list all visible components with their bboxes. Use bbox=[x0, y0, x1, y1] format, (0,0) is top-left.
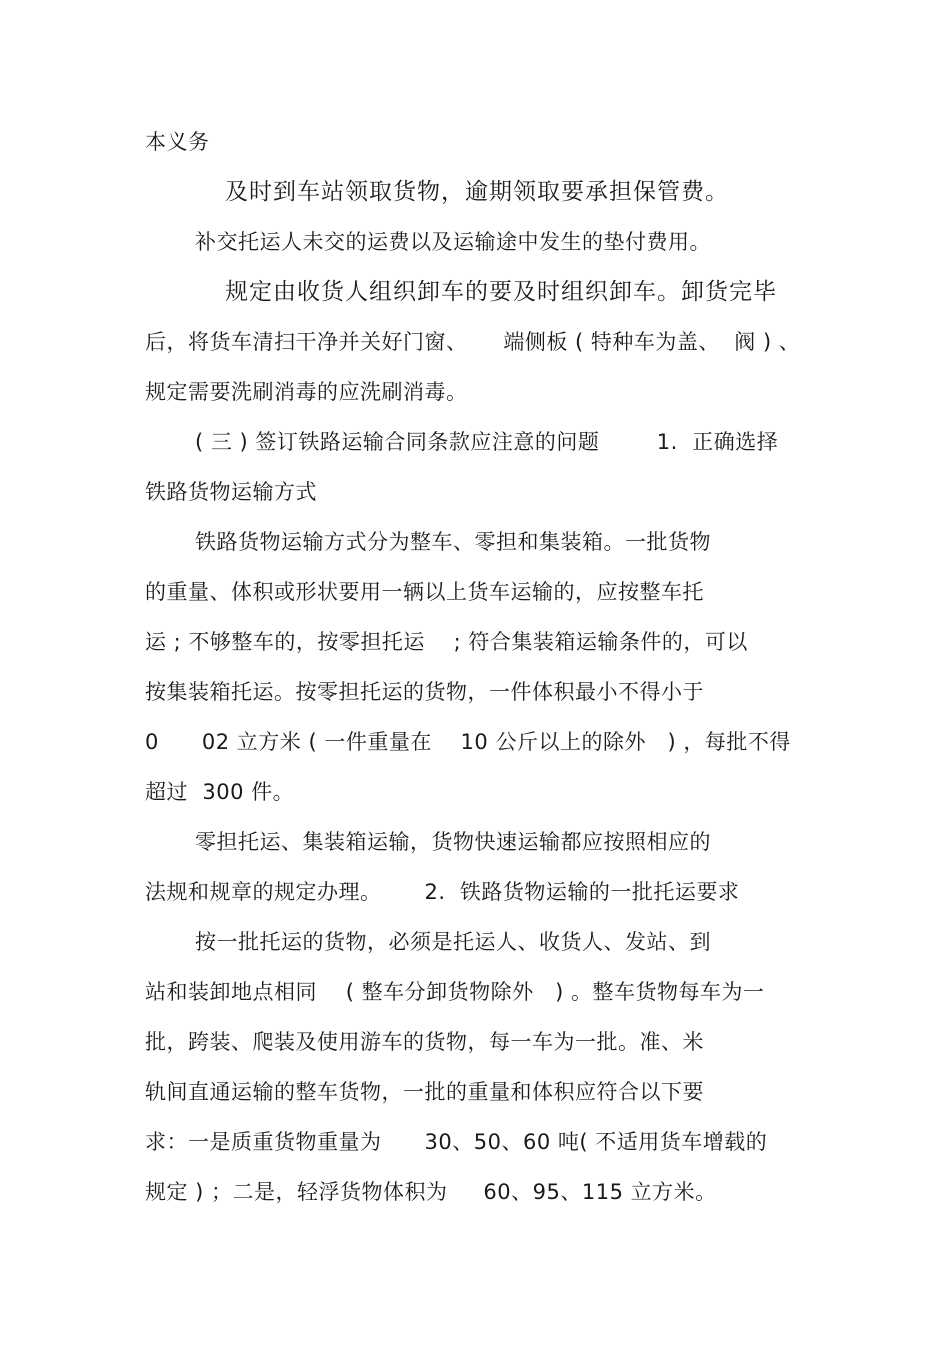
text-line: 轨间直通运输的整车货物，一批的重量和体积应符合以下要 bbox=[145, 1080, 704, 1104]
text-line: 批，跨装、爬装及使用游车的货物，每一车为一批。准、米 bbox=[145, 1030, 704, 1054]
text-line: 法规和规章的规定办理。 2. 铁路货物运输的一批托运要求 bbox=[145, 880, 740, 904]
text-line: 规定由收货人组织卸车的要及时组织卸车。卸货完毕 bbox=[225, 279, 777, 305]
text-line: 按一批托运的货物，必须是托运人、收货人、发站、到 bbox=[195, 930, 711, 954]
text-line: 运 ; 不够整车的，按零担托运 ; 符合集装箱运输条件的，可以 bbox=[145, 630, 748, 654]
text-line: 超过 300 件。 bbox=[145, 780, 295, 804]
text-line: 后，将货车清扫干净并关好门窗、 端侧板 ( 特种车为盖、 阀 ) 、 bbox=[145, 330, 801, 354]
text-line: 按集装箱托运。按零担托运的货物，一件体积最小不得小于 bbox=[145, 680, 704, 704]
text-line: 零担托运、集装箱运输，货物快速运输都应按照相应的 bbox=[195, 830, 711, 854]
text-line: 0 02 立方米 ( 一件重量在 10 公斤以上的除外 ) ，每批不得 bbox=[145, 730, 791, 754]
text-line: 规定需要洗刷消毒的应洗刷消毒。 bbox=[145, 380, 468, 404]
text-line: 规定 ) ；二是，轻浮货物体积为 60、95、115 立方米。 bbox=[145, 1180, 717, 1204]
text-line: 铁路货物运输方式 bbox=[145, 480, 317, 504]
text-line: 求：一是质重货物重量为 30、50、60 吨( 不适用货车增载的 bbox=[145, 1130, 768, 1154]
text-line: 及时到车站领取货物，逾期领取要承担保管费。 bbox=[225, 179, 729, 205]
text-line: ( 三 ) 签订铁路运输合同条款应注意的问题 1. 正确选择 bbox=[195, 430, 779, 454]
text-line: 的重量、体积或形状要用一辆以上货车运输的，应按整车托 bbox=[145, 580, 704, 604]
text-line: 站和装卸地点相同 ( 整车分卸货物除外 ) 。整车货物每车为一 bbox=[145, 980, 765, 1004]
text-line: 补交托运人未交的运费以及运输途中发生的垫付费用。 bbox=[195, 230, 711, 254]
text-line: 铁路货物运输方式分为整车、零担和集装箱。一批货物 bbox=[195, 530, 711, 554]
text-line: 本义务 bbox=[145, 130, 210, 154]
